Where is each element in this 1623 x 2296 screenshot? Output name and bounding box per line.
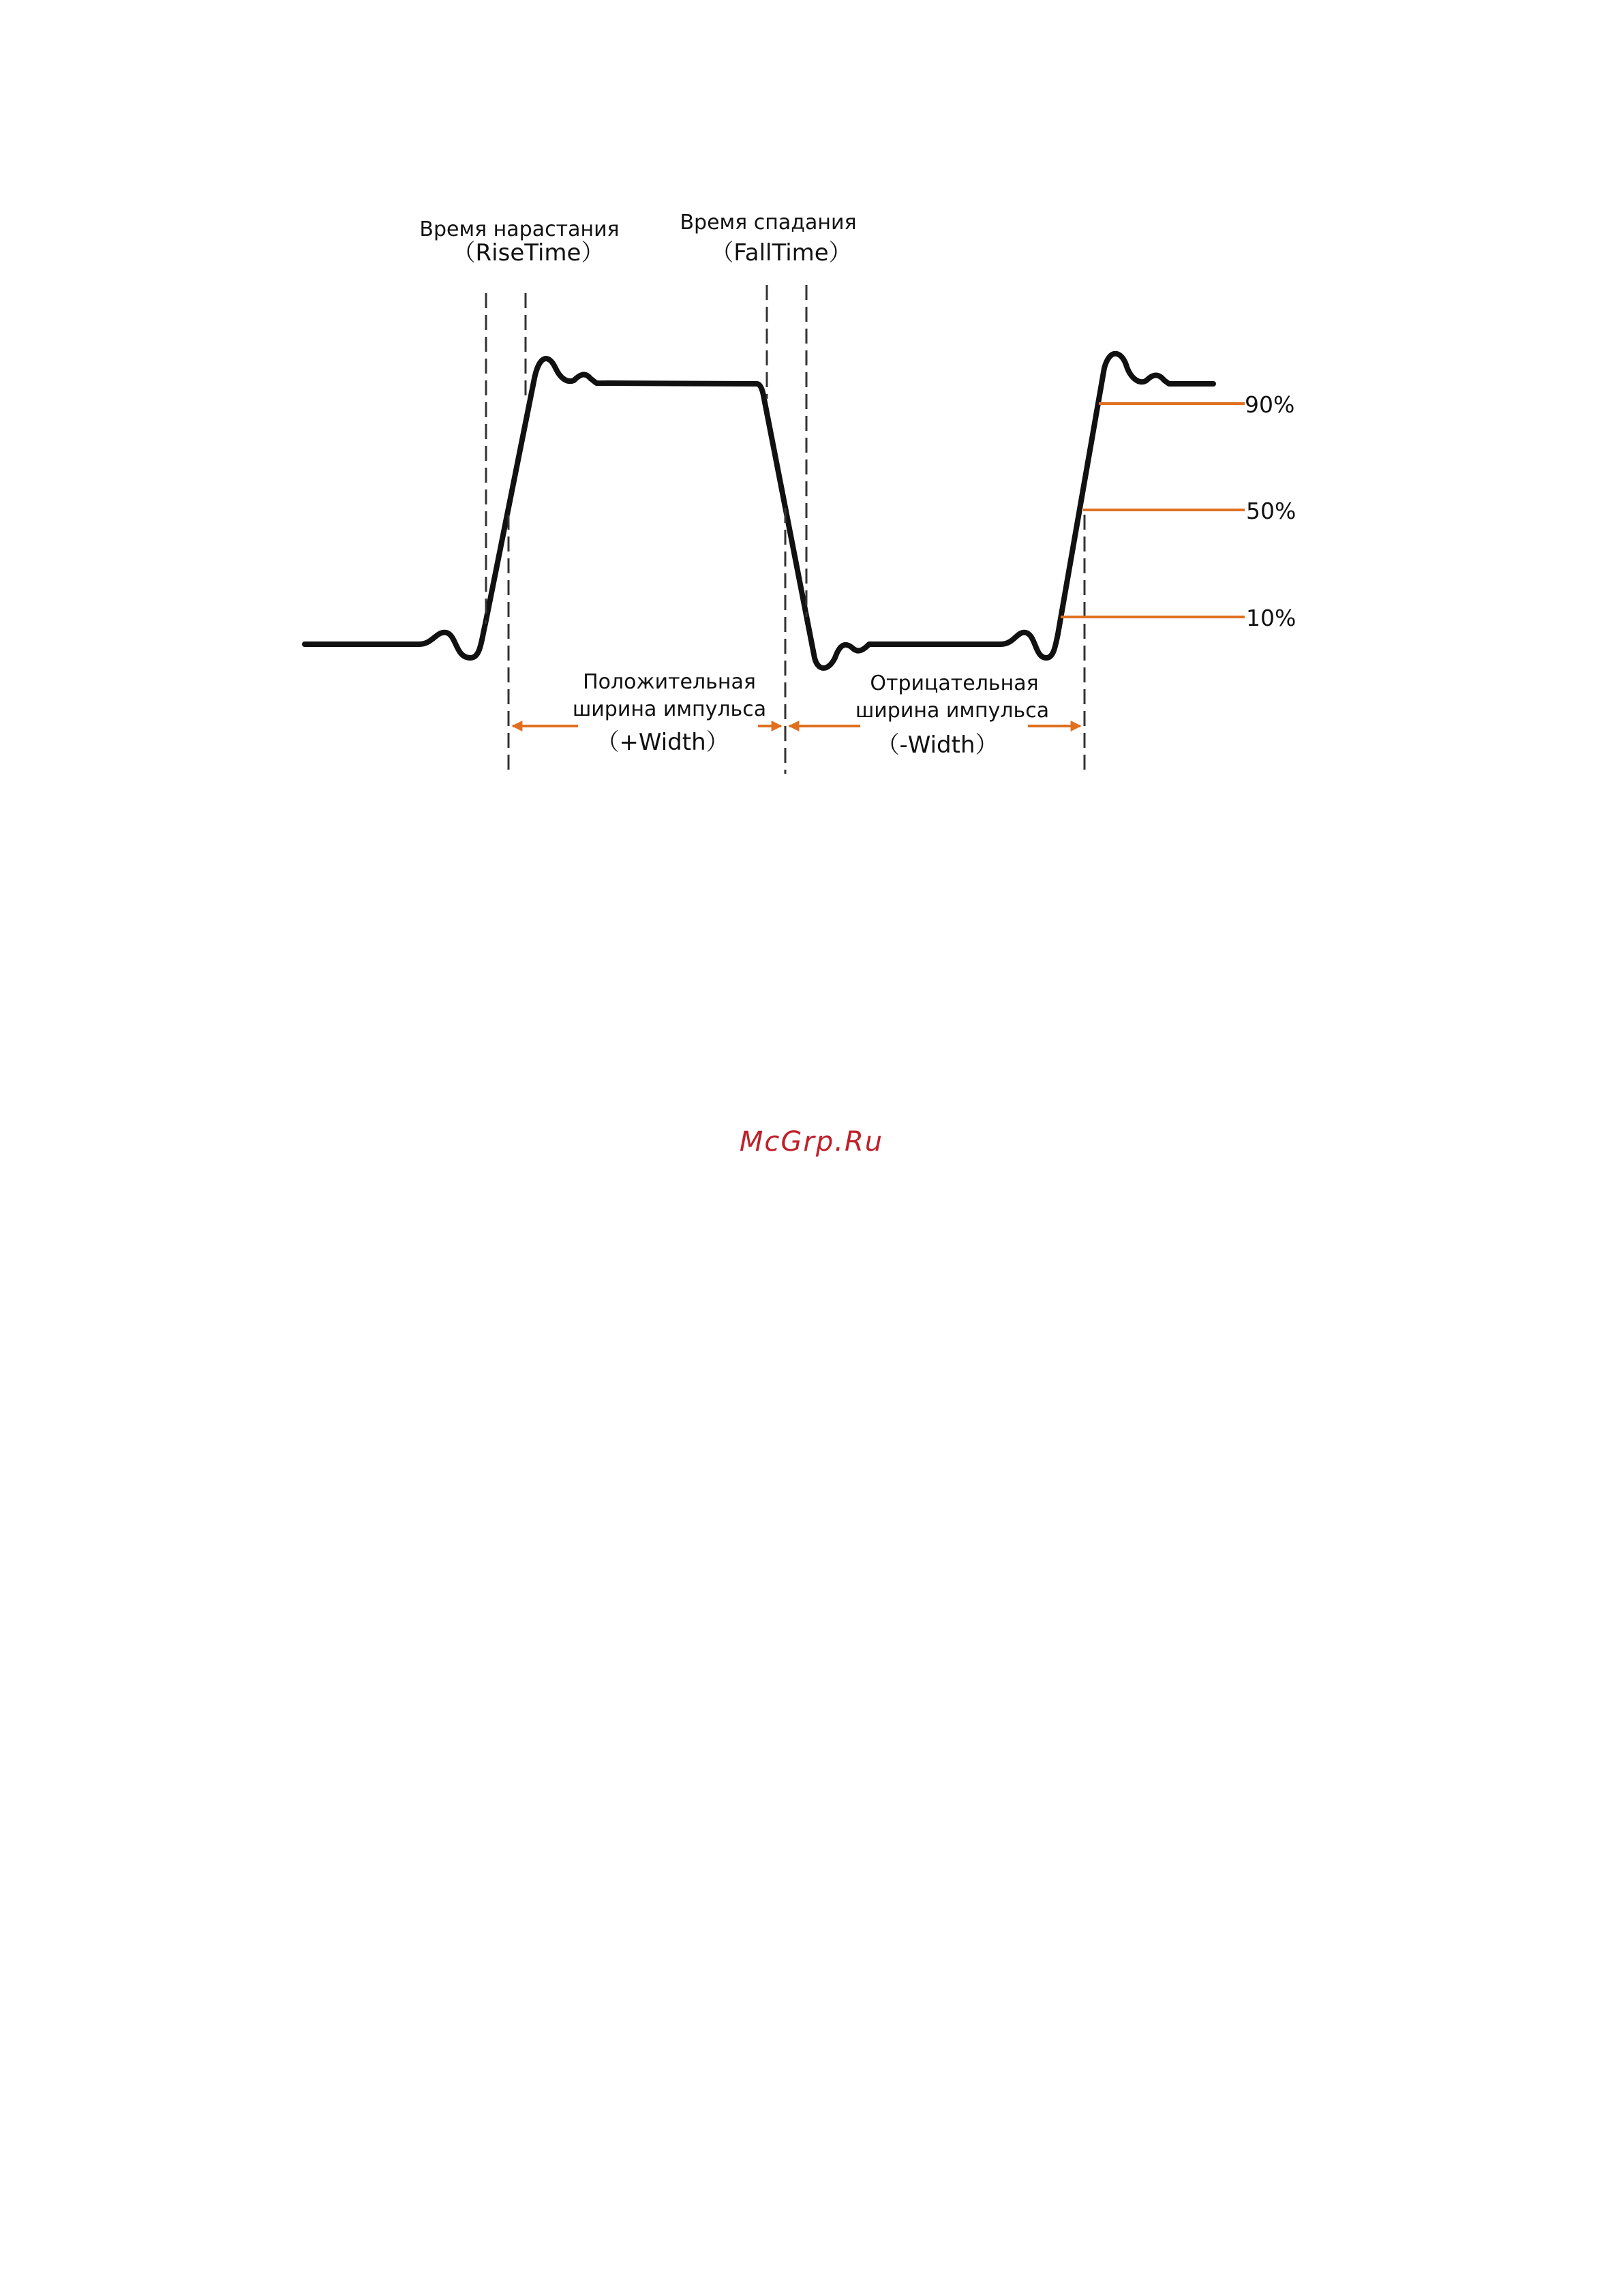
level-markers — [1061, 404, 1245, 617]
level-90-label: 90% — [1245, 391, 1295, 418]
watermark: McGrp.Ru — [739, 1126, 884, 1158]
neg-width-label-line1: Отрицательная — [870, 671, 1039, 695]
neg-width-label-line2: ширина импульса — [855, 699, 1050, 723]
pos-width-label-line3: （+Width） — [596, 729, 729, 756]
fall-time-label-line1: Время спадания — [680, 211, 857, 235]
level-10-label: 10% — [1246, 605, 1296, 631]
waveform — [305, 354, 1213, 668]
pos-width-label-line2: ширина импульса — [572, 697, 767, 721]
rise-time-label-line2: （RiseTime） — [452, 239, 605, 267]
neg-width-label-line3: （-Width） — [876, 731, 999, 759]
level-50-label: 50% — [1246, 498, 1296, 524]
fall-time-label-line2: （FallTime） — [710, 239, 852, 267]
rise-time-label-line1: Время нарастания — [419, 217, 620, 241]
pos-width-label-line1: Положительная — [583, 670, 756, 694]
